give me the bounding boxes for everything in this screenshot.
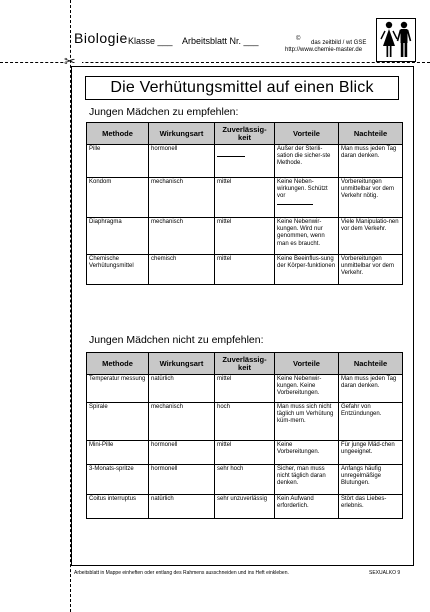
cell-method: Temperatur messung: [87, 375, 149, 403]
cell-action: hormonell: [149, 145, 215, 178]
table-not-recommended: [86, 352, 403, 519]
cell-advantages: Keine Vorbereitungen.: [275, 441, 339, 465]
cell-method: Pille: [87, 145, 149, 178]
col-header-advantages: Vorteile: [275, 123, 339, 145]
cell-action: hormonell: [149, 441, 215, 465]
cell-action: natürlich: [149, 375, 215, 403]
cell-advantages: Außer der Sterili-sation die sicher-ste Methode.: [275, 145, 339, 178]
sheet-number-label: Arbeitsblatt Nr. ___: [182, 36, 259, 46]
table-row: [87, 145, 403, 178]
table-header-row: [87, 353, 403, 375]
page-title: Die Verhütungsmittel auf einen Blick: [85, 76, 399, 100]
fill-in-line[interactable]: [277, 204, 313, 205]
footer-instruction: Arbeitsblatt in Mappe einheften oder entlang des Rahmens ausschneiden und ins Heft einkleben.: [74, 570, 289, 576]
table-row: [87, 255, 403, 285]
cell-method: Diaphragma: [87, 218, 149, 255]
subject-label: Biologie: [74, 30, 128, 46]
cell-reliability: [215, 145, 275, 178]
cell-action: natürlich: [149, 495, 215, 519]
col-header-advantages: Vorteile: [275, 353, 339, 375]
cell-action: chemisch: [149, 255, 215, 285]
cell-disadvantages: Vorbereitungen unmittelbar vor dem Verkehr.: [339, 255, 403, 285]
col-header-reliability: Zuverlässig-keit: [215, 353, 275, 375]
table-row: [87, 441, 403, 465]
cell-method: Kondom: [87, 178, 149, 218]
table-row: [87, 375, 403, 403]
cell-reliability: sehr hoch: [215, 465, 275, 495]
cell-disadvantages: Anfangs häufig unregelmäßige Blutungen.: [339, 465, 403, 495]
cell-advantages: Keine Nebenwir-kungen. Keine Vorbereitungen.: [275, 375, 339, 403]
table-row: [87, 178, 403, 218]
table-row: [87, 465, 403, 495]
fill-in-line[interactable]: [217, 156, 245, 157]
cell-action: mechanisch: [149, 178, 215, 218]
cell-method: Chemische Verhütungsmittel: [87, 255, 149, 285]
cell-action: mechanisch: [149, 218, 215, 255]
copyright-notice: [285, 36, 367, 54]
col-header-disadvantages: Nachteile: [339, 123, 403, 145]
cell-reliability: mittel: [215, 375, 275, 403]
table-row: [87, 403, 403, 441]
cell-method: Coitus interruptus: [87, 495, 149, 519]
cell-disadvantages: Gefahr von Entzündungen.: [339, 403, 403, 441]
cell-disadvantages: Für junge Mäd-chen ungeeignet.: [339, 441, 403, 465]
cell-disadvantages: Man muss jeden Tag daran denken.: [339, 145, 403, 178]
cell-disadvantages: Vorbereitungen unmittelbar vor dem Verkehr nötig.: [339, 178, 403, 218]
section-heading-not-recommended: Jungen Mädchen nicht zu empfehlen:: [89, 334, 264, 346]
cell-advantages: Sicher, man muss nicht täglich daran denken.: [275, 465, 339, 495]
cell-advantages: Keine Neben-wirkungen. Schützt vor: [275, 178, 339, 218]
col-header-disadvantages: Nachteile: [339, 353, 403, 375]
cell-reliability: sehr unzuverlässig: [215, 495, 275, 519]
cell-method: Spirale: [87, 403, 149, 441]
cell-reliability: hoch: [215, 403, 275, 441]
copyright-symbol: ©: [296, 36, 301, 42]
scissors-icon: ✂: [64, 55, 82, 69]
cell-disadvantages: Viele Manipulatio-nen vor dem Verkehr.: [339, 218, 403, 255]
table-row: [87, 218, 403, 255]
male-female-figures-icon: [376, 18, 416, 62]
col-header-action: Wirkungsart: [149, 123, 215, 145]
footer-code: SEXUALKO 9: [369, 570, 401, 576]
copyright-line-1: das zeitbild / wt GSE: [311, 40, 367, 46]
copyright-line-2: http://www.chemie-master.de: [285, 47, 363, 53]
table-recommended: [86, 122, 403, 285]
cell-reliability: mittel: [215, 178, 275, 218]
cell-reliability: mittel: [215, 255, 275, 285]
cell-advantages: Kein Aufwand erforderlich.: [275, 495, 339, 519]
cell-reliability: mittel: [215, 218, 275, 255]
section-heading-recommended: Jungen Mädchen zu empfehlen:: [89, 106, 239, 118]
col-header-method: Methode: [87, 123, 149, 145]
table-row: [87, 495, 403, 519]
table-header-row: [87, 123, 403, 145]
col-header-method: Methode: [87, 353, 149, 375]
col-header-reliability: Zuverlässig-keit: [215, 123, 275, 145]
cell-method: 3-Monats-spritze: [87, 465, 149, 495]
cell-disadvantages: Man muss jeden Tag daran denken.: [339, 375, 403, 403]
cell-action: hormonell: [149, 465, 215, 495]
col-header-action: Wirkungsart: [149, 353, 215, 375]
cell-reliability: mittel: [215, 441, 275, 465]
cell-disadvantages: Stört das Liebes-erlebnis.: [339, 495, 403, 519]
cell-advantages: Man muss sich nicht täglich um Verhütung küm-mern.: [275, 403, 339, 441]
cell-advantages: Keine Nebenwir-kungen. Wird nur genommen, wenn man es braucht.: [275, 218, 339, 255]
class-label: Klasse ___: [128, 36, 173, 46]
cell-action: mechanisch: [149, 403, 215, 441]
cell-advantages: Keine Beeinflus-sung der Körper-funktionen: [275, 255, 339, 285]
cell-method: Mini-Pille: [87, 441, 149, 465]
